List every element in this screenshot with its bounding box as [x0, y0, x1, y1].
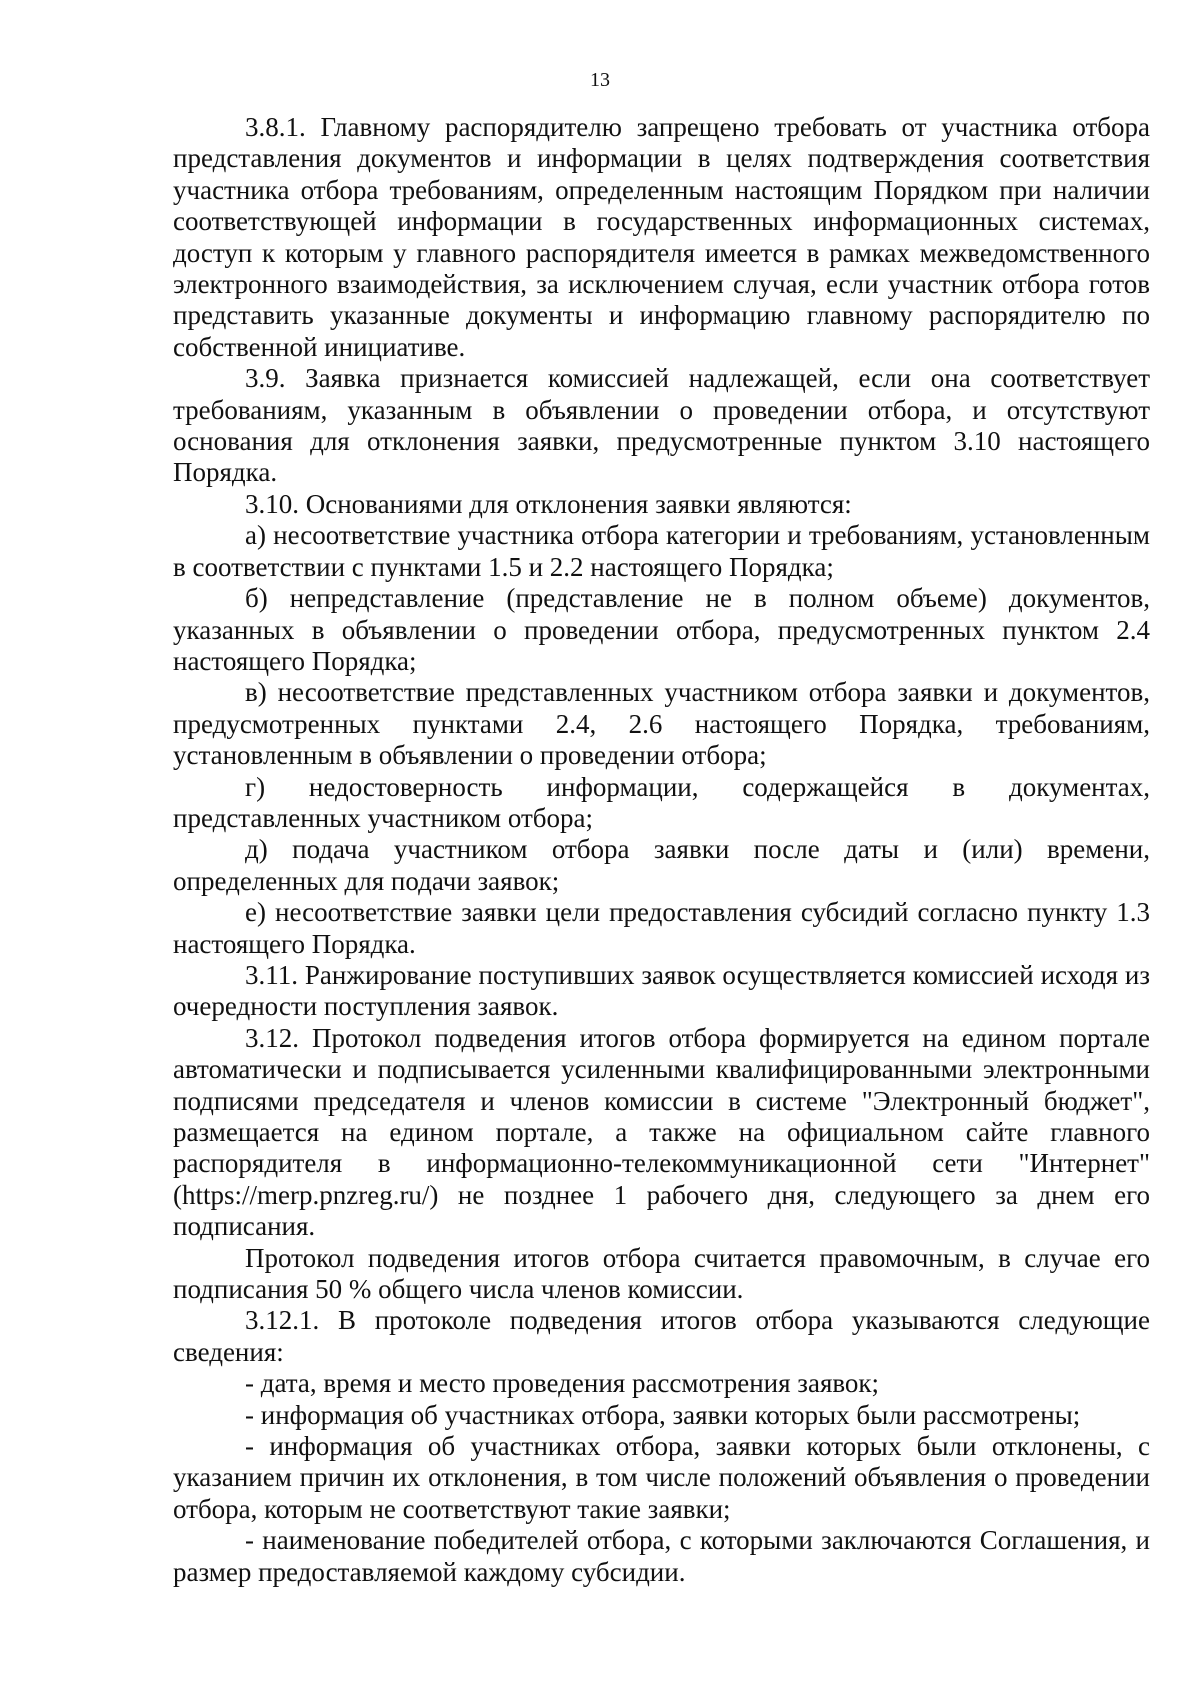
paragraph-3-8-1: 3.8.1. Главному распорядителю запрещено требовать от участника отбора представления документов и информации в целях подтверждения соответствия участника отбора требованиям, определенным настоящим Порядком при наличии соответствующей информации в государственных информационных системах, доступ к которым у главного распорядителя имеется в рамках межведомственного электронного взаимодействия, за исключением случая, если участник отбора готов представить указанные документы и информацию главному распорядителю по собственной инициативе. [173, 112, 1150, 362]
paragraph-protocol-validity: Протокол подведения итогов отбора считается правомочным, в случае его подписания 50 % общего числа членов комиссии. [173, 1242, 1150, 1305]
paragraph-3-9: 3.9. Заявка признается комиссией надлежащей, если она соответствует требованиям, указанным в объявлении о проведении отбора, и отсутствуют основания для отклонения заявки, предусмотренные пунктом 3.10 настоящего Порядка. [173, 363, 1150, 488]
bullet-item-rejected-participants: - информация об участниках отбора, заявки которых были отклонены, с указанием причин их отклонения, в том числе положений объявления о проведении отбора, которым не соответствуют такие заявки; [173, 1431, 1150, 1524]
paragraph-3-11: 3.11. Ранжирование поступивших заявок осуществляется комиссией исходя из очередности поступления заявок. [173, 959, 1150, 1022]
bullet-item-reviewed-participants: - информация об участниках отбора, заявки которых были рассмотрены; [245, 1399, 1081, 1430]
paragraph-3-12-1: 3.12.1. В протоколе подведения итогов отбора указываются следующие сведения: [173, 1305, 1150, 1367]
list-item-g: г) недостоверность информации, содержащейся в документах, представленных участником отбора; [173, 771, 1150, 833]
list-item-a: а) несоответствие участника отбора категории и требованиям, установленным в соответствии с пунктами 1.5 и 2.2 настоящего Порядка; [173, 520, 1150, 582]
page-number: 13 [590, 69, 610, 91]
list-item-e: е) несоответствие заявки цели предоставления субсидий согласно пункту 1.3 настоящего Порядка. [173, 897, 1150, 959]
list-item-d: д) подача участником отбора заявки после даты и (или) времени, определенных для подачи заявок; [173, 834, 1150, 896]
bullet-item-date-time-place: - дата, время и место проведения рассмотрения заявок; [245, 1368, 880, 1399]
list-item-v: в) несоответствие представленных участником отбора заявки и документов, предусмотренных пунктами 2.4, 2.6 настоящего Порядка, требованиям, установленным в объявлении о проведении отбора; [173, 677, 1150, 771]
document-body [173, 112, 1150, 1588]
paragraph-3-10: 3.10. Основаниями для отклонения заявки являются: [245, 488, 852, 519]
list-item-b: б) непредставление (представление не в полном объеме) документов, указанных в объявлении о проведении отбора, предусмотренных пунктом 2.4 настоящего Порядка; [173, 583, 1150, 676]
paragraph-3-12: 3.12. Протокол подведения итогов отбора формируется на едином портале автоматически и подписывается усиленными квалифицированными электронными подписями председателя и членов комиссии в системе "Электронный бюджет", размещается на едином портале, а также на официальном сайте главного распорядителя в информационно-телекоммуникационной сети "Интернет" (https://merp.pnzreg.ru/) не позднее 1 рабочего дня, следующего за днем его подписания. [173, 1022, 1150, 1242]
bullet-item-winners: - наименование победителей отбора, с которыми заключаются Соглашения, и размер предоставляемой каждому субсидии. [173, 1525, 1150, 1587]
